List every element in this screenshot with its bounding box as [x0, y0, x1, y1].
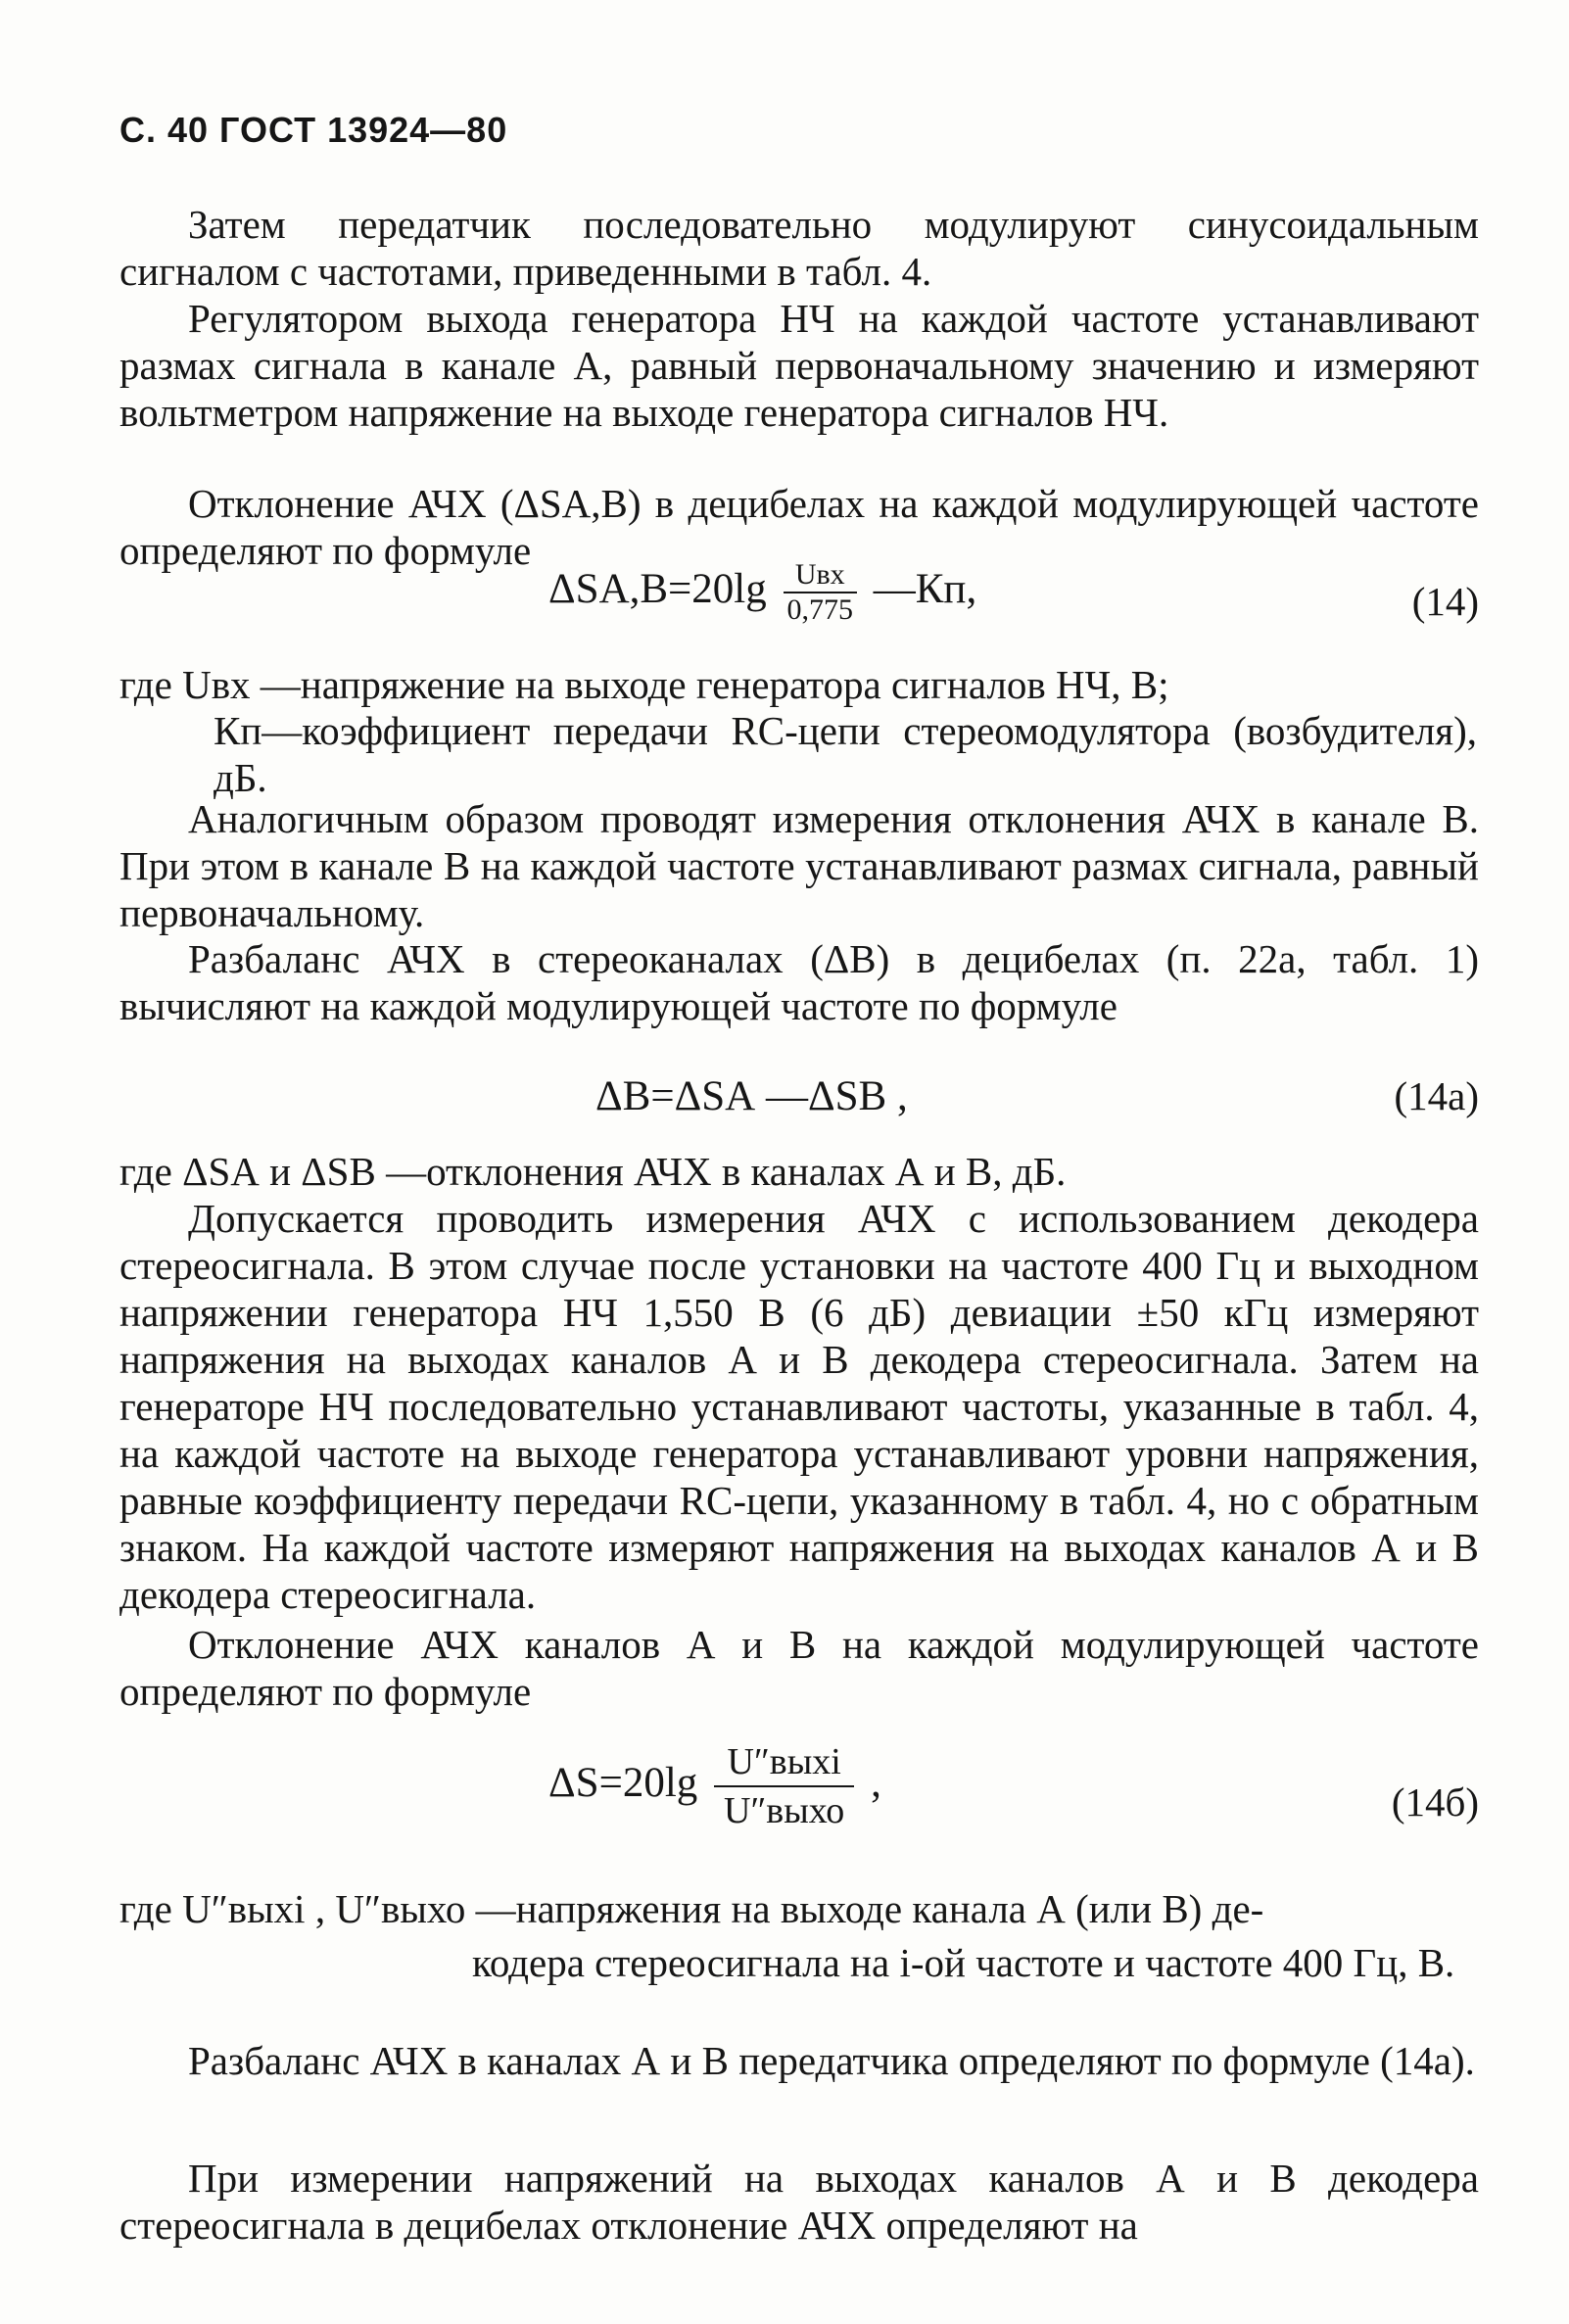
page-header: С. 40 ГОСТ 13924—80 — [119, 110, 508, 150]
formula-14-number: (14) — [1411, 579, 1479, 624]
formula-14-rhs: —Кп, — [873, 565, 977, 612]
formula-14a-number: (14а) — [1394, 1073, 1479, 1118]
paragraph-5: Разбаланс АЧХ в стереоканалах (ΔВ) в децибелах (п. 22а, табл. 1) вычисляют на каждой модулирующей частоте по формуле — [119, 936, 1479, 1028]
where-14b-line-1: где U″выхi , U″выхо —напряжения на выходе канала А (или В) де- — [119, 1886, 1264, 1931]
paragraph-6: где ΔSА и ΔSВ —отклонения АЧХ в каналах А и В, дБ. — [119, 1149, 1067, 1194]
formula-14b-numerator: U″выхi — [727, 1741, 841, 1782]
formula-14b-number: (14б) — [1391, 1779, 1479, 1825]
paragraph-2: Регулятором выхода генератора НЧ на каждой частоте устанавливают размах сигнала в канале А, равный первоначальному значению и измеряют вольтметром напряжение на выходе генератора сигналов НЧ. — [119, 296, 1479, 435]
formula-14-lhs: ΔSА,В=20lg — [548, 565, 767, 612]
formula-14b-fraction — [714, 1738, 854, 1834]
paragraph-9: Разбаланс АЧХ в каналах А и В передатчика определяют по формуле (14а). — [188, 2038, 1475, 2083]
where-14b-line-2: кодера стереосигнала на i-ой частоте и частоте 400 Гц, В. — [472, 1940, 1455, 1985]
formula-14b-rhs: , — [871, 1759, 881, 1806]
formula-14b — [548, 1738, 881, 1834]
paragraph-4: Аналогичным образом проводят измерения отклонения АЧХ в канале В. При этом в канале В на каждой частоте устанавливают размах сигнала, равный первоначальному. — [119, 796, 1479, 935]
formula-14a: ΔВ=ΔSА —ΔSВ , — [595, 1073, 908, 1119]
paragraph-8: Отклонение АЧХ каналов А и В на каждой модулирующей частоте определяют по формуле — [119, 1622, 1479, 1714]
formula-14-fraction — [784, 558, 858, 627]
where-14-line-1: где Uвх —напряжение на выходе генератора сигналов НЧ, В; — [119, 662, 1169, 707]
paragraph-7: Допускается проводить измерения АЧХ с использованием декодера стереосигнала. В этом случае после установки на частоте 400 Гц и выходном напряжении генератора НЧ 1,550 В (6 дБ) девиации ±50 кГц измеряют напряжения на выходах каналов А и В декодера стереосигнала. Затем на генераторе НЧ последовательно устанавливают частоты, указанные в табл. 4, на каждой частоте на выходе генератора устанавливают уровни напряжения, равные коэффициенту передачи RC-цепи, указанному в табл. 4, но с обратным знаком. На каждой частоте измеряют напряжения на выходах каналов А и В декодера стереосигнала. — [119, 1196, 1479, 1617]
formula-14b-denominator: U″выхо — [714, 1785, 854, 1834]
formula-14 — [548, 558, 976, 627]
paragraph-3: Отклонение АЧХ (ΔSА,В) в децибелах на каждой модулирующей частоте определяют по формуле — [119, 481, 1479, 573]
where-14-line-2: Кп—коэффициент передачи RC-цепи стереомодулятора (возбудителя), дБ. — [214, 708, 1477, 800]
formula-14-numerator: Uвх — [794, 558, 845, 591]
formula-14-denominator: 0,775 — [784, 592, 858, 627]
formula-14b-lhs: ΔS=20lg — [548, 1759, 698, 1806]
paragraph-1: Затем передатчик последовательно модулируют синусоидальным сигналом с частотами, приведенными в табл. 4. — [119, 202, 1479, 294]
paragraph-10: При измерении напряжений на выходах каналов А и В декодера стереосигнала в децибелах отклонение АЧХ определяют на — [119, 2156, 1479, 2248]
